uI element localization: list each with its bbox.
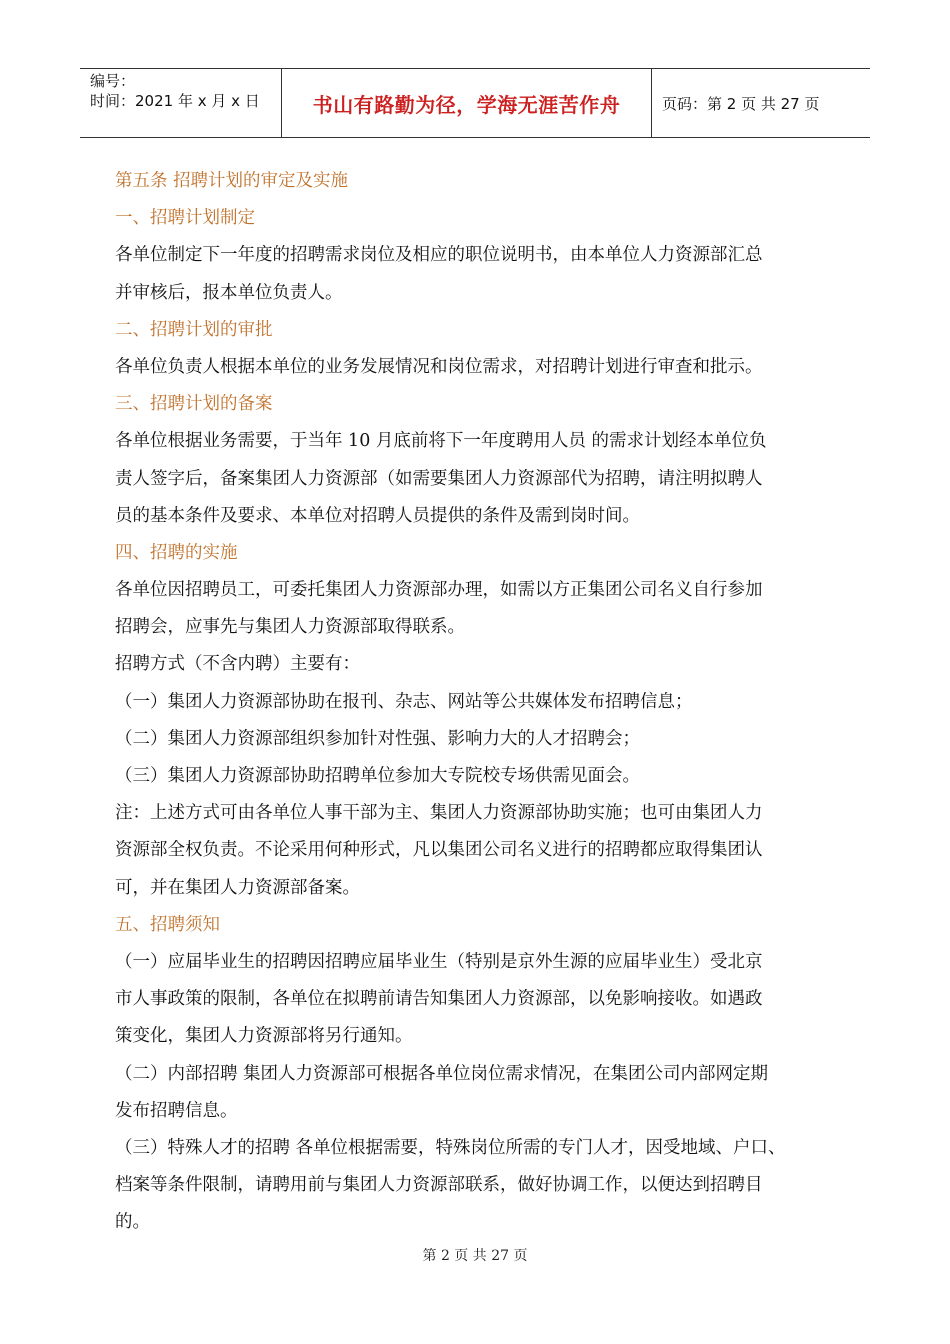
paragraph-line: （一）集团人力资源部协助在报刊、杂志、网站等公共媒体发布招聘信息； — [115, 691, 693, 712]
paragraph-line: 发布招聘信息。 — [115, 1100, 238, 1121]
paragraph-line: 各单位因招聘员工，可委托集团人力资源部办理，如需以方正集团公司名义自行参加 — [115, 580, 763, 601]
paragraph-line: （二）集团人力资源部组织参加针对性强、影响力大的人才招聘会； — [115, 728, 640, 749]
paragraph-line: 市人事政策的限制，各单位在拟聘前请告知集团人力资源部，以免影响接收。如遇政 — [115, 989, 763, 1010]
paragraph-line: 档案等条件限制，请聘用前与集团人力资源部联系，做好协调工作，以便达到招聘目 — [115, 1175, 763, 1196]
document-date: 时间：2021 年 x 月 x 日 — [90, 92, 260, 110]
section-heading: 一、招聘计划制定 — [115, 208, 255, 229]
paragraph-line: （一）应届毕业生的招聘因招聘应届毕业生（特别是京外生源的应届毕业生）受北京 — [115, 951, 763, 972]
header-meta — [80, 69, 282, 137]
section-heading: 五、招聘须知 — [115, 914, 220, 935]
paragraph-line: 可，并在集团人力资源部备案。 — [115, 877, 360, 898]
document-code: 编号： — [90, 72, 136, 90]
paragraph-line: 招聘会，应事先与集团人力资源部取得联系。 — [115, 617, 465, 638]
document-body — [115, 163, 835, 1241]
paragraph-line: （三）特殊人才的招聘 各单位根据需要，特殊岗位所需的专门人才，因受地域、户口、 — [115, 1137, 786, 1158]
section-heading: 三、招聘计划的备案 — [115, 394, 273, 415]
section-heading: 第五条 招聘计划的审定及实施 — [115, 171, 349, 191]
paragraph-line: 员的基本条件及要求、本单位对招聘人员提供的条件及需到岗时间。 — [115, 505, 640, 526]
paragraph-line: 并审核后，报本单位负责人。 — [115, 282, 343, 303]
paragraph-line: 各单位根据业务需要，于当年 10 月底前将下一年度聘用人员 的需求计划经本单位负 — [115, 431, 767, 452]
paragraph-line: 各单位负责人根据本单位的业务发展情况和岗位需求，对招聘计划进行审查和批示。 — [115, 356, 763, 377]
page-footer: 第 2 页 共 27 页 — [422, 1248, 528, 1264]
paragraph-line: （三）集团人力资源部协助招聘单位参加大专院校专场供需见面会。 — [115, 766, 640, 786]
header-motto: 书山有路勤为径，学海无涯苦作舟 — [282, 69, 652, 137]
paragraph-line: 的。 — [115, 1212, 150, 1233]
section-heading: 二、招聘计划的审批 — [115, 319, 273, 340]
paragraph-line: 招聘方式（不含内聘）主要有： — [115, 654, 360, 675]
paragraph-line: 各单位制定下一年度的招聘需求岗位及相应的职位说明书，由本单位人力资源部汇总 — [115, 245, 763, 266]
paragraph-line: （二）内部招聘 集团人力资源部可根据各单位岗位需求情况，在集团公司内部网定期 — [115, 1063, 769, 1084]
section-heading: 四、招聘的实施 — [115, 542, 238, 563]
paragraph-line: 资源部全权负责。不论采用何种形式，凡以集团公司名义进行的招聘都应取得集团认 — [115, 840, 763, 861]
paragraph-line: 责人签字后，备案集团人力资源部（如需要集团人力资源部代为招聘，请注明拟聘人 — [115, 468, 763, 489]
paragraph-line: 策变化，集团人力资源部将另行通知。 — [115, 1026, 413, 1047]
header-page-info: 页码：第 2 页 共 27 页 — [662, 94, 820, 113]
paragraph-line: 注：上述方式可由各单位人事干部为主、集团人力资源部协助实施；也可由集团人力 — [115, 803, 763, 824]
page-header — [80, 68, 870, 138]
